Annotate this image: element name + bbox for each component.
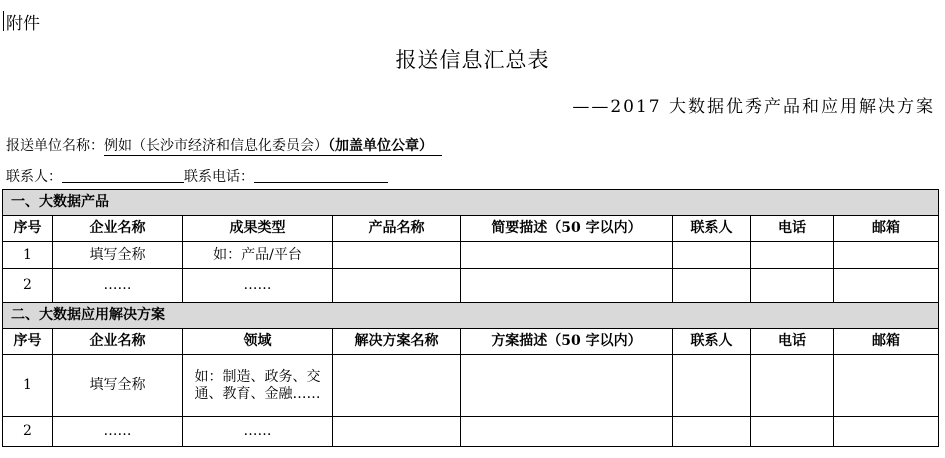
col-header: 联系人 xyxy=(673,216,751,242)
table-row xyxy=(3,355,939,417)
table-cell: 1 xyxy=(3,355,53,417)
table-cell[interactable] xyxy=(834,242,939,269)
org-field[interactable] xyxy=(104,135,442,156)
table-cell[interactable] xyxy=(673,355,751,417)
col-header: 企业名称 xyxy=(53,216,183,242)
table-cell[interactable] xyxy=(834,355,939,417)
col-header: 成果类型 xyxy=(183,216,333,242)
table-cell[interactable] xyxy=(751,417,834,447)
table-cell[interactable]: 如：产品/平台 xyxy=(183,242,333,269)
table-cell[interactable] xyxy=(461,355,673,417)
page-title: 报送信息汇总表 xyxy=(395,48,550,72)
col-header: 产品名称 xyxy=(333,216,461,242)
table-row xyxy=(3,417,939,447)
table-cell[interactable]: …… xyxy=(183,269,333,303)
col-header: 电话 xyxy=(751,216,834,242)
table-cell: 2 xyxy=(3,417,53,447)
col-header: 邮箱 xyxy=(834,329,939,355)
table-row xyxy=(3,242,939,269)
contact-person-field[interactable] xyxy=(62,168,184,183)
table-cell[interactable] xyxy=(333,269,461,303)
table-cell[interactable] xyxy=(673,417,751,447)
col-header: 领域 xyxy=(183,329,333,355)
summary-table xyxy=(2,189,939,447)
contact-line xyxy=(6,166,388,186)
table-cell[interactable] xyxy=(333,355,461,417)
section1-header-row xyxy=(3,190,939,216)
contact-phone-field[interactable] xyxy=(254,168,388,183)
table-cell[interactable]: 填写全称 xyxy=(53,242,183,269)
attachment-label: 附件 xyxy=(6,9,40,34)
page-subtitle: ——2017 大数据优秀产品和应用解决方案 xyxy=(572,97,935,117)
col-header: 简要描述（50 字以内） xyxy=(461,216,673,242)
table-row xyxy=(3,269,939,303)
table-cell[interactable] xyxy=(333,417,461,447)
table-cell[interactable]: …… xyxy=(53,417,183,447)
table-cell[interactable] xyxy=(461,242,673,269)
table-cell[interactable]: …… xyxy=(53,269,183,303)
table-cell[interactable] xyxy=(751,355,834,417)
org-line xyxy=(6,135,442,156)
col-header: 方案描述（50 字以内） xyxy=(461,329,673,355)
col-header: 企业名称 xyxy=(53,329,183,355)
col-header: 解决方案名称 xyxy=(333,329,461,355)
table-cell[interactable] xyxy=(673,242,751,269)
table-cell[interactable]: 填写全称 xyxy=(53,355,183,417)
col-header: 序号 xyxy=(3,216,53,242)
table-cell[interactable] xyxy=(834,269,939,303)
contact-phone-label: 联系电话： xyxy=(184,169,254,185)
table-cell[interactable] xyxy=(461,269,673,303)
table-cell[interactable] xyxy=(751,269,834,303)
table-cell[interactable] xyxy=(673,269,751,303)
col-header: 邮箱 xyxy=(834,216,939,242)
col-header: 序号 xyxy=(3,329,53,355)
table-cell[interactable] xyxy=(834,417,939,447)
col-header: 电话 xyxy=(751,329,834,355)
table-cell[interactable] xyxy=(751,242,834,269)
table-cell[interactable] xyxy=(333,242,461,269)
org-example: 例如（长沙市经济和信息化委员会） xyxy=(104,138,328,154)
section2-column-headers xyxy=(3,329,939,355)
table-cell: 2 xyxy=(3,269,53,303)
col-header: 联系人 xyxy=(673,329,751,355)
table-cell[interactable] xyxy=(461,417,673,447)
contact-person-label: 联系人： xyxy=(6,169,62,185)
table-cell[interactable]: 如：制造、政务、交通、教育、金融…… xyxy=(183,355,333,417)
section1-column-headers xyxy=(3,216,939,242)
table-cell: 1 xyxy=(3,242,53,269)
section1-title: 一、大数据产品 xyxy=(3,190,939,216)
table-cell[interactable]: …… xyxy=(183,417,333,447)
org-seal-note: （加盖单位公章） xyxy=(328,138,433,154)
section2-title: 二、大数据应用解决方案 xyxy=(3,303,939,329)
section2-header-row xyxy=(3,303,939,329)
org-label: 报送单位名称： xyxy=(6,138,104,154)
